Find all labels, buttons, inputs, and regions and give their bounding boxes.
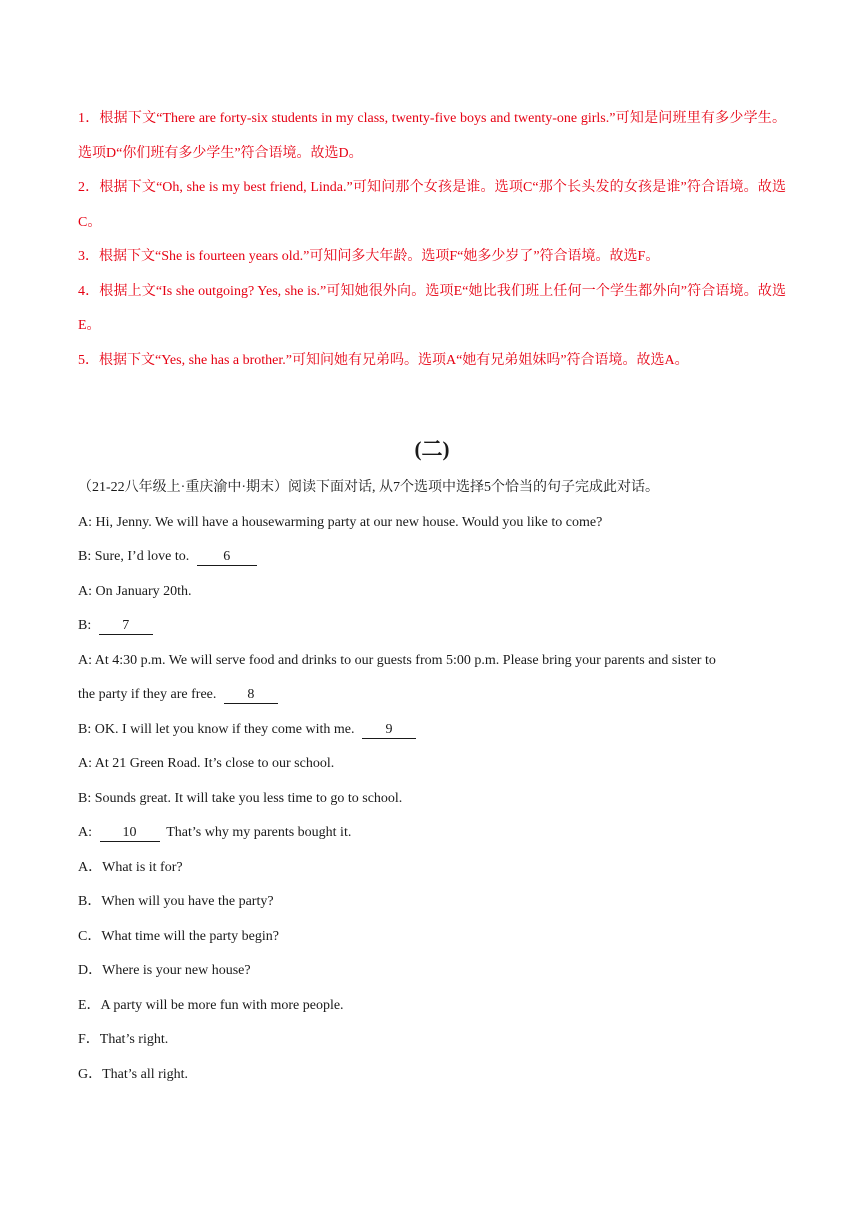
dialogue-line: B: OK. I will let you know if they come with me. 9: [78, 713, 786, 748]
dialogue-line: the party if they are free. 8: [78, 678, 786, 713]
answer-blank-6: 6: [197, 549, 257, 566]
option-a: A．What is it for?: [78, 859, 183, 875]
answer-explanation-5: 5．根据下文“Yes, she has a brother.”可知问她有兄弟吗。选项A“她有兄弟姐妹吗”符合语境。故选A。: [78, 352, 689, 368]
dialogue-line: A: 10 That’s why my parents bought it.: [78, 825, 352, 840]
option-d: D．Where is your new house?: [78, 963, 251, 978]
answer-blank-7: 7: [99, 618, 153, 635]
answer-blank-9: 9: [362, 722, 416, 739]
dialogue-line: A: At 4:30 p.m. We will serve food and drinks to our guests from 5:00 p.m. Please bring your parents and sister to: [78, 652, 716, 668]
option-f: F．That’s right.: [78, 1032, 169, 1047]
option-c: C．What time will the party begin?: [78, 928, 280, 944]
answer-explanation-4: 4．根据上文“Is she outgoing? Yes, she is.”可知她很外向。选项E“她比我们班上任何一个学生都外向”符合语境。故选E。: [78, 283, 786, 333]
exercise-body: [78, 471, 786, 1092]
option-b: B．When will you have the party?: [78, 894, 274, 909]
dialogue-line: B: Sure, I’d love to. 6: [78, 540, 786, 575]
answer-explanations: [78, 102, 786, 378]
answer-explanation-3: 3．根据下文“She is fourteen years old.”可知问多大年龄。选项F“她多少岁了”符合语境。故选F。: [78, 249, 660, 264]
option-e: E．A party will be more fun with more people.: [78, 997, 344, 1013]
answer-blank-8: 8: [224, 687, 278, 704]
dialogue-line: B: 7: [78, 609, 786, 644]
section-title: (二): [414, 437, 450, 461]
answer-explanation-1: 1．根据下文“There are forty-six students in my class, twenty-five boys and twenty-one girls.”可知是问班里有多少学生。选项D“你们班有多少学生”符合语境。故选D。: [78, 111, 786, 161]
answer-explanation-2: 2．根据下文“Oh, she is my best friend, Linda.”可知问那个女孩是谁。选项C“那个长头发的女孩是谁”符合语境。故选C。: [78, 180, 786, 230]
option-g: G．That’s all right.: [78, 1066, 189, 1082]
exercise-instruction: （21-22八年级上·重庆渝中·期末）阅读下面对话, 从7个选项中选择5个恰当的句子完成此对话。: [78, 480, 659, 495]
dialogue-line: A: At 21 Green Road. It’s close to our school.: [78, 756, 335, 771]
dialogue-line: B: Sounds great. It will take you less time to go to school.: [78, 790, 403, 806]
dialogue-line: A: On January 20th.: [78, 583, 192, 599]
dialogue-line: A: Hi, Jenny. We will have a housewarming party at our new house. Would you like to come?: [78, 514, 603, 530]
answer-blank-10: 10: [100, 825, 160, 842]
